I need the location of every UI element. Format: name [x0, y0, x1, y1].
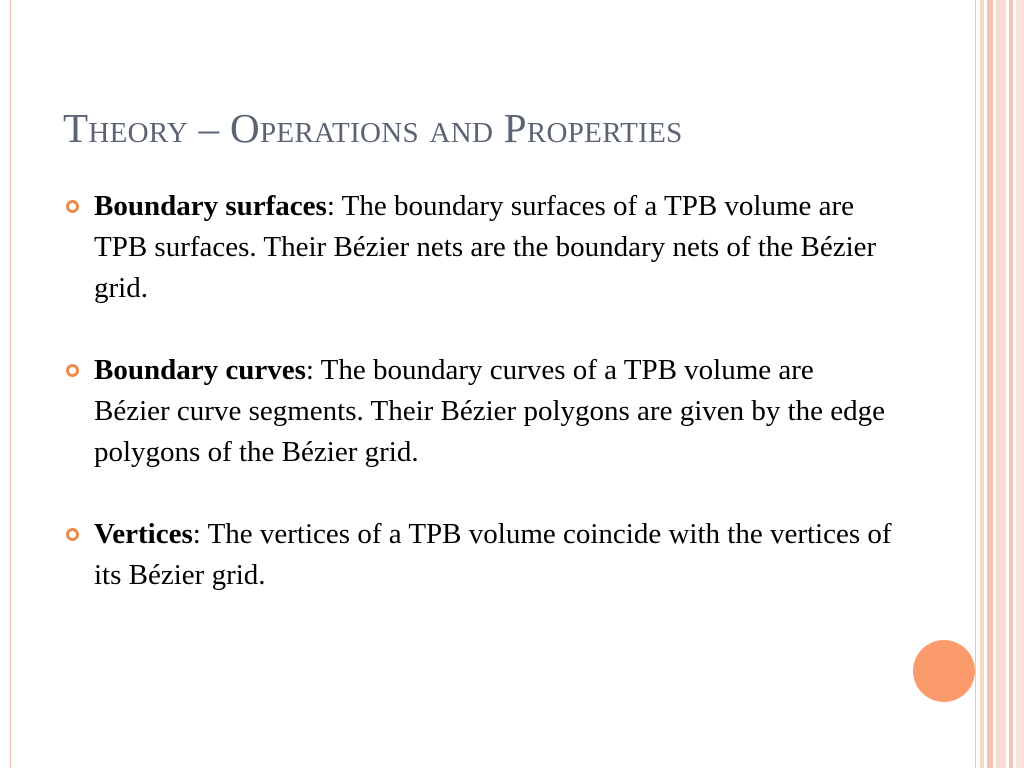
slide-title: Theory – Operations and Properties	[63, 105, 683, 151]
bullet-text: The boundary curves of a TPB volume are Bézier curve segments. Their Bézier polygons are given by the edge polygons of the Bézier grid.	[94, 354, 886, 468]
bullet-separator: :	[326, 190, 335, 222]
decorative-stripe	[1016, 0, 1024, 768]
bullet-item-vertices	[64, 514, 894, 596]
decorative-stripe	[987, 0, 993, 768]
decorative-stripe	[1009, 0, 1013, 768]
bullet-text: The vertices of a TPB volume coincide with the vertices of its Bézier grid.	[94, 518, 892, 591]
accent-circle	[913, 640, 975, 702]
decorative-stripe	[996, 0, 1006, 768]
bullet-item-boundary-surfaces	[64, 186, 894, 309]
ring-bullet-icon	[66, 200, 79, 213]
bullet-list	[64, 186, 894, 637]
ring-bullet-icon	[66, 364, 79, 377]
bullet-separator: :	[192, 518, 201, 550]
bullet-separator: :	[305, 354, 314, 386]
bullet-term: Vertices	[94, 518, 193, 550]
bullet-text: The boundary surfaces of a TPB volume are TPB surfaces. Their Bézier nets are the boundary nets of the Bézier grid.	[94, 190, 877, 304]
ring-bullet-icon	[66, 528, 79, 541]
bullet-item-boundary-curves	[64, 350, 894, 473]
bullet-term: Boundary surfaces	[94, 190, 327, 222]
bullet-term: Boundary curves	[94, 354, 306, 386]
decorative-stripe	[980, 0, 984, 768]
